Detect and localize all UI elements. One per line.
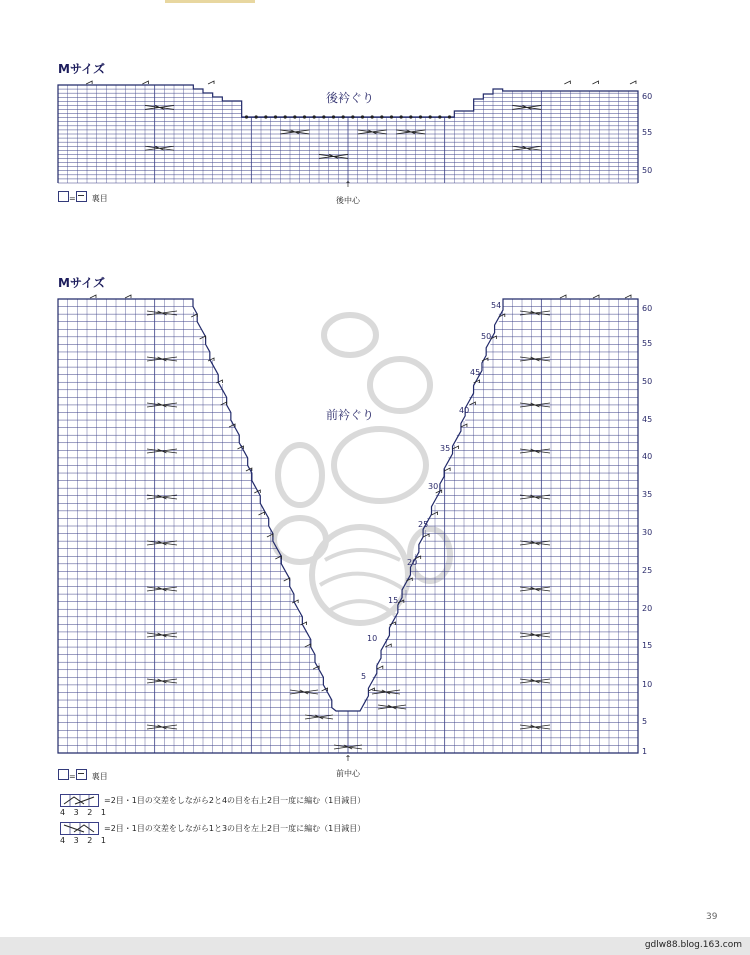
back-neckline-title: 後衿ぐり — [326, 91, 375, 105]
decrease-mark — [423, 534, 429, 537]
inner-row-number: 15 — [388, 596, 399, 605]
right-row-number: 1 — [642, 747, 648, 756]
right-row-number: 40 — [642, 452, 653, 461]
cable-cross-symbol — [520, 357, 550, 361]
inner-row-number: 40 — [459, 406, 470, 415]
inner-row-number: 45 — [470, 368, 481, 377]
footer-source: gdlw88.blog.163.com — [644, 940, 742, 950]
symbol-right-cross-icon — [60, 794, 100, 808]
right-row-number: 55 — [642, 339, 653, 348]
decrease-mark — [469, 402, 475, 405]
legend-purl-text: 裏目 — [91, 772, 108, 781]
cable-cross-symbol — [290, 690, 318, 694]
decrease-mark — [432, 512, 438, 515]
decrease-mark — [267, 534, 273, 537]
cable-cross-symbol — [372, 690, 400, 694]
cable-cross-symbol — [520, 679, 550, 683]
legend-knit-square — [58, 769, 69, 780]
page-number: 39 — [706, 912, 718, 922]
back-center-label: 後中心 — [336, 196, 360, 205]
inner-row-number: 35 — [440, 444, 451, 453]
cable-cross-symbol — [147, 357, 177, 361]
symbol-left-cross-icon — [60, 822, 100, 836]
top-row-60: 60 — [642, 92, 653, 101]
right-row-number: 15 — [642, 641, 653, 650]
decrease-mark — [216, 380, 222, 383]
right-row-number: 30 — [642, 528, 653, 537]
legend-purl-square — [76, 769, 87, 780]
cable-cross-symbol — [147, 725, 177, 729]
cable-cross-symbol — [147, 541, 177, 545]
legend-equals: = — [69, 194, 76, 203]
legend-equals: = — [69, 772, 76, 781]
right-row-number: 10 — [642, 680, 653, 689]
front-center-label: 前中心 — [336, 769, 360, 778]
right-row-number: 45 — [642, 415, 653, 424]
right-row-number: 35 — [642, 490, 653, 499]
bottom-legend — [58, 764, 108, 783]
top-size-label: Mサイズ — [58, 62, 105, 76]
right-row-number: 50 — [642, 377, 653, 386]
cable-cross-symbol — [520, 541, 550, 545]
right-row-number: 20 — [642, 604, 653, 613]
decrease-mark — [221, 402, 227, 405]
decrease-mark — [191, 314, 197, 317]
front-neckline-title: 前衿ぐり — [326, 408, 375, 422]
cable-cross-symbol — [147, 449, 177, 453]
cable-cross-symbol — [147, 587, 177, 591]
decrease-mark — [259, 512, 265, 515]
footer-bar — [0, 937, 750, 955]
decrease-mark — [625, 295, 631, 298]
cable-cross-symbol — [378, 705, 406, 709]
decrease-mark — [305, 644, 311, 647]
right-row-number: 60 — [642, 304, 653, 313]
decrease-mark — [284, 578, 290, 581]
inner-row-number: 50 — [481, 332, 492, 341]
note-2-stitch-numbers: 4 3 2 1 — [60, 836, 109, 845]
inner-row-number: 30 — [428, 482, 439, 491]
front-center-arrow: ↑ — [344, 754, 352, 763]
right-row-number: 5 — [642, 717, 648, 726]
top-row-55: 55 — [642, 128, 653, 137]
cable-cross-symbol — [520, 725, 550, 729]
inner-row-number: 10 — [367, 634, 378, 643]
decrease-mark — [560, 295, 566, 298]
decrease-mark — [301, 622, 307, 625]
note-1-text: =2目・1目の交差をしながら2と4の目を右上2目一度に編む（1目減目） — [104, 796, 366, 805]
bottom-size-label: Mサイズ — [58, 276, 105, 290]
decrease-mark — [377, 666, 383, 669]
note-1-stitch-numbers: 4 3 2 1 — [60, 808, 109, 817]
decrease-mark — [385, 644, 391, 647]
inner-row-number: 5 — [361, 672, 367, 681]
inner-row-number: 25 — [418, 520, 429, 529]
cable-cross-symbol — [147, 311, 177, 315]
cable-cross-symbol — [520, 633, 550, 637]
top-row-50: 50 — [642, 166, 653, 175]
cable-cross-symbol — [520, 311, 550, 315]
decrease-mark — [593, 295, 599, 298]
decrease-mark — [90, 295, 96, 298]
decrease-mark — [125, 295, 131, 298]
cable-cross-symbol — [147, 679, 177, 683]
inner-row-number: 20 — [407, 558, 418, 567]
cable-cross-symbol — [520, 587, 550, 591]
right-row-number: 25 — [642, 566, 653, 575]
decrease-mark — [406, 578, 412, 581]
note-2-text: =2目・1目の交差をしながら1と3の目を左上2目一度に編む（1目減目） — [104, 824, 366, 833]
decrease-mark — [200, 336, 206, 339]
back-center-arrow: ↑ — [344, 180, 352, 189]
decrease-mark — [453, 446, 459, 449]
legend-purl-text: 裏目 — [91, 194, 108, 203]
cable-cross-symbol — [520, 449, 550, 453]
inner-row-number: 54 — [491, 301, 502, 310]
cable-cross-symbol — [147, 633, 177, 637]
